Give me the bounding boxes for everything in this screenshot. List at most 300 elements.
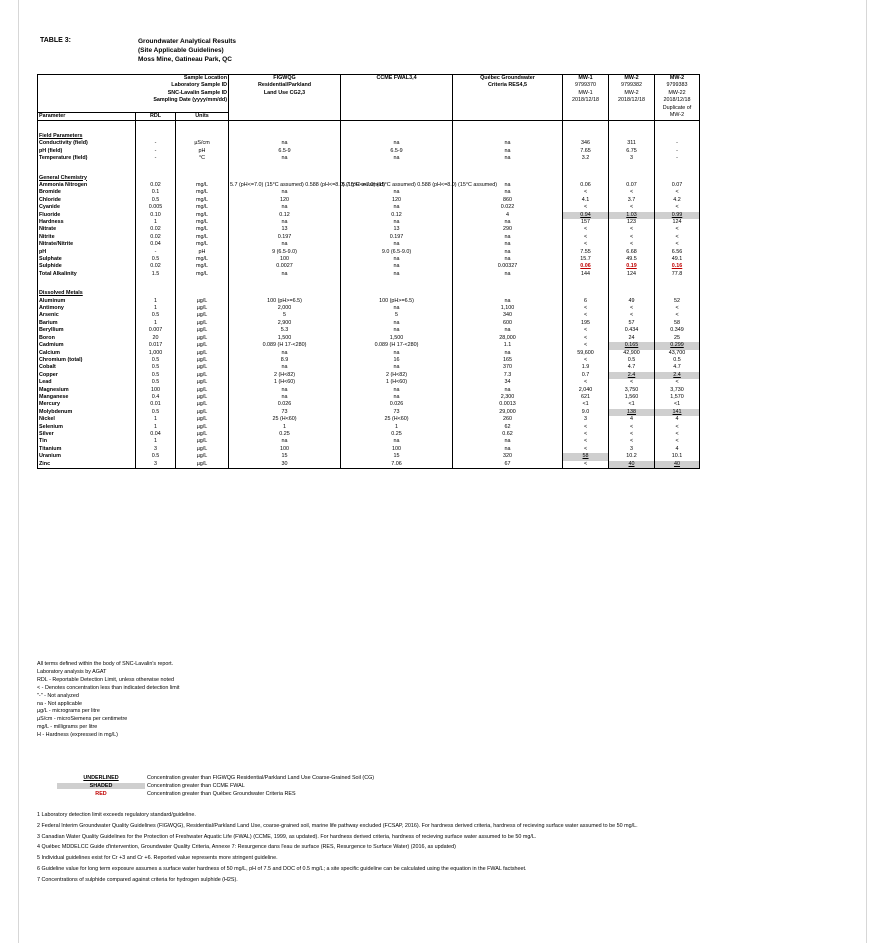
table-cell: 67 xyxy=(453,461,563,469)
table-cell: 0.0027 xyxy=(229,263,341,270)
table-cell: pH xyxy=(176,249,229,256)
table-cell: 52 xyxy=(655,298,700,305)
table-cell: na xyxy=(229,350,341,357)
table-cell: 0.026 xyxy=(229,401,341,408)
table-cell: 100 xyxy=(229,256,341,263)
table-cell: 3,730 xyxy=(655,387,700,394)
table-cell: 5.7 (pH<=7.0) (15°C assumed) 0.588 (pH<=8.0) (15°C assumed) xyxy=(342,181,498,188)
table-cell: na xyxy=(229,189,341,196)
table-cell: 0.299 xyxy=(655,342,700,349)
mw22-location: MW-2 xyxy=(655,75,700,83)
table-row xyxy=(38,140,700,147)
footnote: 4 Québec MDDELCC Guide d'intervention, Groundwater Quality Criteria, Annexe 7: Resurgence dans l'eau de surface (RES, Resurgence to Surface Water) (2016, as updated) xyxy=(37,844,456,851)
spacer-cell xyxy=(38,120,136,133)
table-cell: mg/L xyxy=(176,182,229,189)
table-title xyxy=(138,37,236,64)
table-cell: 3 xyxy=(563,416,609,423)
table-cell: 123 xyxy=(609,219,655,226)
table-cell: 2,000 xyxy=(229,305,341,312)
table-cell: < xyxy=(655,234,700,241)
table-cell: na xyxy=(341,263,453,270)
table-cell: 0.99 xyxy=(655,212,700,219)
table-cell: na xyxy=(453,241,563,248)
spacer-cell xyxy=(453,163,563,175)
parameter-name: Arsenic xyxy=(38,312,136,319)
table-row xyxy=(38,234,700,241)
table-cell: 1,100 xyxy=(453,305,563,312)
table-cell: 13 xyxy=(341,226,453,233)
table-cell: < xyxy=(563,312,609,319)
table-cell: 4.7 xyxy=(609,364,655,371)
table-cell: 1 xyxy=(136,219,176,226)
footnote: 5 Individual guidelines exist for Cr +3 and Cr +6. Reported value represents more stringent guideline. xyxy=(37,855,278,862)
quebec-header-4 xyxy=(453,97,563,104)
table-cell: 1 xyxy=(136,424,176,431)
table-cell: 4.7 xyxy=(655,364,700,371)
table-cell: µg/L xyxy=(176,342,229,349)
spacer-cell xyxy=(655,120,700,133)
parameter-name: Cadmium xyxy=(38,342,136,349)
quebec-header-3 xyxy=(453,90,563,97)
section-spacer-1 xyxy=(38,163,700,175)
section-header-cell xyxy=(609,290,655,297)
table-cell: na xyxy=(341,140,453,147)
table-row xyxy=(38,350,700,357)
rdl-header: RDL xyxy=(136,112,176,120)
spacer-cell xyxy=(341,278,453,290)
right-margin-line xyxy=(866,0,867,943)
table-cell: 29,000 xyxy=(453,409,563,416)
table-cell: 7.3 xyxy=(453,372,563,379)
table-cell: < xyxy=(655,241,700,248)
parameter-name: pH (field) xyxy=(38,148,136,155)
table-cell: 0.06 xyxy=(563,182,609,189)
table-cell: 0.16 xyxy=(655,263,700,270)
parameter-name: Nitrate/Nitrite xyxy=(38,241,136,248)
section-header-cell xyxy=(136,175,176,182)
mw22-date: 2018/12/18 xyxy=(655,97,700,104)
table-cell: µg/L xyxy=(176,461,229,469)
table-cell: na xyxy=(341,155,453,162)
table-cell: 0.5 xyxy=(136,372,176,379)
table-cell: µg/L xyxy=(176,379,229,386)
table-cell: 42,900 xyxy=(609,350,655,357)
table-cell: 0.12 xyxy=(341,212,453,219)
table-cell: 0.62 xyxy=(453,431,563,438)
table-cell: 0.10 xyxy=(136,212,176,219)
table-cell: µg/L xyxy=(176,446,229,453)
table-cell: < xyxy=(563,424,609,431)
section-header-cell xyxy=(609,133,655,140)
table-cell: °C xyxy=(176,155,229,162)
table-cell: 0.005 xyxy=(136,204,176,211)
table-cell: < xyxy=(655,226,700,233)
table-cell: 62 xyxy=(453,424,563,431)
table-row xyxy=(38,453,700,460)
table-row xyxy=(38,372,700,379)
table-row xyxy=(38,401,700,408)
table-cell: mg/L xyxy=(176,189,229,196)
table-cell: na xyxy=(341,438,453,445)
section-header-cell xyxy=(176,133,229,140)
spacer-cell xyxy=(176,120,229,133)
table-cell: 16 xyxy=(341,357,453,364)
table-cell: 124 xyxy=(655,219,700,226)
spacer-cell xyxy=(609,120,655,133)
parameter-name: Calcium xyxy=(38,350,136,357)
table-cell: 0.089 (H 17-<280) xyxy=(229,342,341,349)
table-cell: 13 xyxy=(229,226,341,233)
table-cell: < xyxy=(609,438,655,445)
table-row xyxy=(38,212,700,219)
parameter-name: Ammonia Nitrogen xyxy=(38,182,136,189)
table-cell: mg/L xyxy=(176,256,229,263)
table-cell: < xyxy=(563,204,609,211)
title-line-1: Groundwater Analytical Results xyxy=(138,38,237,45)
parameter-name: Hardness xyxy=(38,219,136,226)
ccme-header-6 xyxy=(341,112,453,120)
table-cell: 1.03 xyxy=(609,212,655,219)
table-row xyxy=(38,424,700,431)
table-cell: na xyxy=(341,394,453,401)
spacer-cell xyxy=(609,278,655,290)
table-row xyxy=(38,189,700,196)
table-cell: 0.02 xyxy=(136,182,176,189)
results-table-body xyxy=(38,75,700,469)
legend-key-red: RED xyxy=(95,791,107,797)
table-cell: 2.4 xyxy=(609,372,655,379)
table-cell: 57 xyxy=(609,320,655,327)
table-cell: 3 xyxy=(609,155,655,162)
column-header-row xyxy=(38,112,700,120)
table-cell: 1.5 xyxy=(136,271,176,278)
table-cell: 49.5 xyxy=(609,256,655,263)
table-cell: 58 xyxy=(563,453,609,460)
table-cell: 1 xyxy=(136,416,176,423)
parameter-name: Bromide xyxy=(38,189,136,196)
table-cell: 6.56 xyxy=(655,249,700,256)
table-cell: 124 xyxy=(609,271,655,278)
table-cell: 40 xyxy=(609,461,655,469)
parameter-name: Chloride xyxy=(38,197,136,204)
parameter-name: Chromium (total) xyxy=(38,357,136,364)
table-cell: 3 xyxy=(136,461,176,469)
table-cell: 6.75 xyxy=(609,148,655,155)
table-cell: 0.5 xyxy=(136,256,176,263)
spacer-cell xyxy=(655,163,700,175)
table-cell: < xyxy=(609,234,655,241)
table-cell: 0.25 xyxy=(341,431,453,438)
table-cell: na xyxy=(453,256,563,263)
table-cell: 5 xyxy=(341,312,453,319)
table-cell: 0.5 xyxy=(136,453,176,460)
table-cell: < xyxy=(563,357,609,364)
table-cell: 0.01 xyxy=(136,401,176,408)
table-cell: na xyxy=(341,204,453,211)
mw2-date: 2018/12/18 xyxy=(609,97,655,104)
table-cell: < xyxy=(655,305,700,312)
table-cell: 0.197 xyxy=(229,234,341,241)
table-cell: < xyxy=(609,379,655,386)
section-header-cell xyxy=(341,133,453,140)
section-header-cell xyxy=(563,175,609,182)
table-cell: 4 xyxy=(655,416,700,423)
table-cell: na xyxy=(453,140,563,147)
parameter-name: Fluoride xyxy=(38,212,136,219)
table-cell: µg/L xyxy=(176,372,229,379)
table-cell: 1,560 xyxy=(609,394,655,401)
table-cell: na xyxy=(341,189,453,196)
table-cell: < xyxy=(609,305,655,312)
table-label: TABLE 3: xyxy=(40,37,71,44)
section-title: Field Parameters xyxy=(38,133,136,140)
table-cell: 346 xyxy=(563,140,609,147)
table-cell: 28,000 xyxy=(453,335,563,342)
table-cell: < xyxy=(655,312,700,319)
legend-desc-underlined: Concentration greater than FIGWQG Residential/Parkland Land Use Coarse-Grained Soil (CG) xyxy=(147,775,375,781)
table-cell: 144 xyxy=(563,271,609,278)
table-cell: µg/L xyxy=(176,350,229,357)
table-cell: 0.02 xyxy=(136,263,176,270)
parameter-name: Cobalt xyxy=(38,364,136,371)
section-header-cell xyxy=(563,133,609,140)
table-row xyxy=(38,320,700,327)
table-row xyxy=(38,155,700,162)
legend-row-underlined xyxy=(57,774,374,782)
table-cell: 0.022 xyxy=(453,204,563,211)
table-cell: 100 (pH>=6.5) xyxy=(229,298,341,305)
mw2-location: MW-2 xyxy=(609,75,655,83)
table-cell: < xyxy=(655,379,700,386)
spacer-cell xyxy=(38,278,136,290)
parameter-name: Temperature (field) xyxy=(38,155,136,162)
table-cell: 1 xyxy=(136,298,176,305)
table-cell: 0.5 xyxy=(609,357,655,364)
table-cell: na xyxy=(341,364,453,371)
table-cell: 0.07 xyxy=(609,182,655,189)
note-line: RDL - Reportable Detection Limit, unless otherwise noted xyxy=(37,676,175,683)
mw2-header-5 xyxy=(609,105,655,112)
table-cell: na xyxy=(229,204,341,211)
table-cell: 0.5 xyxy=(136,409,176,416)
table-row xyxy=(38,461,700,469)
title-line-2: (Site Applicable Guidelines) xyxy=(138,47,224,54)
spacer-cell xyxy=(176,163,229,175)
table-row xyxy=(38,431,700,438)
table-cell: na xyxy=(341,327,453,334)
parameter-name: Nickel xyxy=(38,416,136,423)
parameter-name: Boron xyxy=(38,335,136,342)
spacer-cell xyxy=(563,278,609,290)
table-cell: 43,700 xyxy=(655,350,700,357)
table-cell: µg/L xyxy=(176,438,229,445)
table-cell: < xyxy=(563,335,609,342)
table-cell: na xyxy=(453,182,563,189)
section-header-cell xyxy=(453,175,563,182)
table-cell: µg/L xyxy=(176,298,229,305)
spacer-cell xyxy=(229,278,341,290)
table-cell: mg/L xyxy=(176,263,229,270)
table-cell: na xyxy=(453,438,563,445)
footnote: 1 Laboratory detection limit exceeds regulatory standard/guideline. xyxy=(37,812,196,818)
table-cell: na xyxy=(229,364,341,371)
table-cell: < xyxy=(563,438,609,445)
table-cell: < xyxy=(563,305,609,312)
note-line: < - Denotes concentration less than indicated detection limit xyxy=(37,684,180,691)
sampling-date-label: Sampling Date (yyyy/mm/dd) xyxy=(38,97,229,104)
table-cell: µg/L xyxy=(176,424,229,431)
table-cell: 0.12 xyxy=(229,212,341,219)
table-cell: na xyxy=(229,387,341,394)
legend xyxy=(57,774,374,798)
parameter-name: Nitrate xyxy=(38,226,136,233)
table-cell: 15 xyxy=(341,453,453,460)
table-cell: 120 xyxy=(229,197,341,204)
table-cell: 49.1 xyxy=(655,256,700,263)
table-row xyxy=(38,438,700,445)
table-cell: < xyxy=(563,189,609,196)
table-cell: mg/L xyxy=(176,226,229,233)
table-cell: 25 xyxy=(655,335,700,342)
table-cell: na xyxy=(453,219,563,226)
table-cell: 0.007 xyxy=(136,327,176,334)
mw22-snc-id: MW-22 xyxy=(655,90,700,97)
table-row xyxy=(38,387,700,394)
table-cell: 4 xyxy=(609,416,655,423)
table-cell: 7.06 xyxy=(341,461,453,469)
spacer-cell xyxy=(38,163,136,175)
results-table xyxy=(37,74,700,469)
footnote: 2 Federal Interim Groundwater Quality Guidelines (FIGWQG), Residential/Parkland Land Use, coarse-grained soil, marine life pathway excluded (FCSAP, 2016). For hardness derived criteria, hardness of recieving surface water assumed to be 50 mg/L. xyxy=(37,822,638,829)
table-cell: 9.0 xyxy=(563,409,609,416)
table-cell: 1 xyxy=(229,424,341,431)
table-cell: 1.9 xyxy=(563,364,609,371)
notes-block xyxy=(37,661,637,740)
section-header-cell xyxy=(341,290,453,297)
table-cell: 0.026 xyxy=(341,401,453,408)
table-cell: 100 (pH>=6.5) xyxy=(341,298,453,305)
table-cell: 0.165 xyxy=(609,342,655,349)
table-cell: < xyxy=(655,189,700,196)
table-cell: na xyxy=(453,148,563,155)
table-cell: µg/L xyxy=(176,394,229,401)
note-line: H - Hardness (expressed in mg/L) xyxy=(37,732,118,739)
table-cell: 58 xyxy=(655,320,700,327)
table-cell: 165 xyxy=(453,357,563,364)
table-cell: 5 xyxy=(229,312,341,319)
table-cell: µg/L xyxy=(176,453,229,460)
table-cell: 4 xyxy=(453,212,563,219)
table-cell: µg/L xyxy=(176,364,229,371)
table-cell: 30 xyxy=(229,461,341,469)
table-cell: 0.04 xyxy=(136,241,176,248)
parameter-name: Uranium xyxy=(38,453,136,460)
title-line-3: Moss Mine, Gatineau Park, QC xyxy=(138,56,232,63)
left-margin-line xyxy=(18,0,19,943)
note-line: "-" - Not analyzed xyxy=(37,692,79,699)
table-cell: na xyxy=(453,298,563,305)
section-header-cell xyxy=(655,133,700,140)
parameter-name: Copper xyxy=(38,372,136,379)
table-cell: 9 (6.5-9.0) xyxy=(229,249,341,256)
section-title: Dissolved Metals xyxy=(38,290,136,297)
table-cell: µg/L xyxy=(176,409,229,416)
parameter-name: Zinc xyxy=(38,461,136,469)
quebec-header-2: Criteria RES4,5 xyxy=(453,82,563,89)
table-cell: 0.02 xyxy=(136,226,176,233)
table-row xyxy=(38,148,700,155)
table-cell: 0.7 xyxy=(563,372,609,379)
spacer-cell xyxy=(341,120,453,133)
parameter-name: Titanium xyxy=(38,446,136,453)
table-cell: na xyxy=(453,446,563,453)
mw22-lab-id: 9799383 xyxy=(655,82,700,89)
table-cell: < xyxy=(563,379,609,386)
table-cell: 320 xyxy=(453,453,563,460)
table-cell: 1 xyxy=(341,424,453,431)
parameter-name: Cyanide xyxy=(38,204,136,211)
table-cell: 3 xyxy=(609,446,655,453)
table-cell: < xyxy=(563,241,609,248)
table-cell: 0.04 xyxy=(136,431,176,438)
parameter-name: Aluminum xyxy=(38,298,136,305)
table-cell: 0.07 xyxy=(655,182,700,189)
table-cell: 77.8 xyxy=(655,271,700,278)
parameter-name: Conductivity (field) xyxy=(38,140,136,147)
table-cell: 6.5-9 xyxy=(341,148,453,155)
table-row xyxy=(38,182,700,189)
spacer-cell xyxy=(609,163,655,175)
table-cell: 2,900 xyxy=(229,320,341,327)
table-row xyxy=(38,364,700,371)
quebec-header-5 xyxy=(453,105,563,112)
footnotes xyxy=(37,812,673,888)
table-cell: 1 xyxy=(136,305,176,312)
table-cell: 6.68 xyxy=(609,249,655,256)
mw1-header-6 xyxy=(563,112,609,120)
table-cell: 0.017 xyxy=(136,342,176,349)
table-cell: na xyxy=(453,327,563,334)
table-cell: µg/L xyxy=(176,416,229,423)
table-cell: 195 xyxy=(563,320,609,327)
table-cell: 138 xyxy=(609,409,655,416)
spacer-cell xyxy=(453,278,563,290)
table-cell: 49 xyxy=(609,298,655,305)
table-row xyxy=(38,305,700,312)
table-cell: 260 xyxy=(453,416,563,423)
table-row xyxy=(38,263,700,270)
table-row xyxy=(38,327,700,334)
table-cell: < xyxy=(609,226,655,233)
table-cell: µg/L xyxy=(176,387,229,394)
note-line: Laboratory analysis by AGAT xyxy=(37,668,107,675)
spacer-cell xyxy=(341,163,453,175)
table-cell: na xyxy=(453,249,563,256)
table-cell: 6 xyxy=(563,298,609,305)
section-header-cell xyxy=(655,290,700,297)
legend-desc-red: Concentration greater than Québec Groundwater Criteria RES xyxy=(147,791,296,797)
table-cell: < xyxy=(609,431,655,438)
table-cell: 0.0013 xyxy=(453,401,563,408)
section-title: General Chemistry xyxy=(38,175,136,182)
table-cell: 15.7 xyxy=(563,256,609,263)
table-cell: mg/L xyxy=(176,219,229,226)
table-cell: na xyxy=(453,189,563,196)
footnote: 3 Canadian Water Quality Guidelines for the Protection of Freshwater Aquatic Life (FWAL) (CCME, 1999, as updated). For hardness derived criteria, hardness of recieving surface water assumed to be 50 mg/L. xyxy=(37,833,537,840)
table-cell: 120 xyxy=(341,197,453,204)
legend-key-underlined: UNDERLINED xyxy=(83,775,119,781)
table-cell: 0.4 xyxy=(136,394,176,401)
